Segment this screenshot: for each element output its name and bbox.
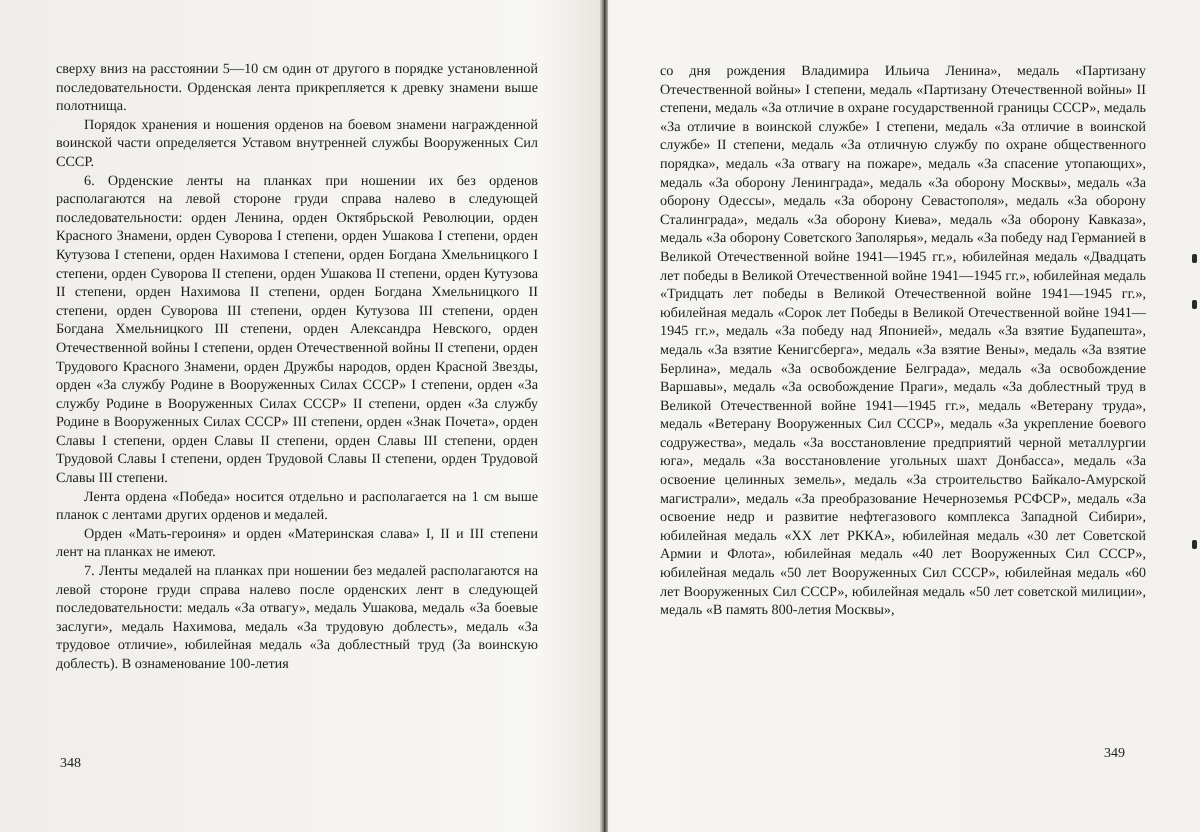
left-paragraph-3: 6. Орденские ленты на планках при ношении их без орденов располагаются на левой стороне груди справа налево в следующей последовательности: орден Ленина, орден Октябрьской Революции, орден Красного Знамени, орден Суворова I степени, орден Ушакова I степени, орден Кутузова I степени, орден Нахимова I степени, орден Богдана Хмельницкого I степени, орден Суворова II степени, орден Ушакова II степени, орден Кутузова II степени, орден Нахимова II степени, орден Богдана Хмельницкого II степени, орден Суворова III степени, орден Кутузова III степени, орден Богдана Хмельницкого III степени, орден Александра Невского, орден Отечественной войны I степени, орден Отечественной войны II степени, орден Трудового Красного Знамени, орден Дружбы народов, орден Красной Звезды, орден «За службу Родине в Вооруженных Силах СССР» I степени, орден «За службу Родине в Вооруженных Силах СССР» II степени, орден «За службу Родине в Вооруженных Силах СССР» III степени, орден «Знак Почета», орден Славы I степени, орден Славы II степени, орден Славы III степени, орден Трудовой Славы I степени, орден Трудовой Славы II степени, орден Трудовой Славы III степени. — [56, 172, 538, 487]
left-paragraph-1: сверху вниз на расстоянии 5—10 см один от другого в порядке установленной последовательности. Орденская лента прикрепляется к древку знамени выше полотнища. — [56, 61, 538, 115]
left-page — [56, 60, 538, 674]
left-paragraph-5: Орден «Мать-героиня» и орден «Материнская слава» I, II и III степени лент на планках не имеют. — [56, 525, 538, 561]
right-paragraph-1: со дня рождения Владимира Ильича Ленина», медаль «Партизану Отечественной войны» I степени, медаль «Партизану Отечественной войны» II степени, медаль «За отличие в охране государственной границы СССР», медаль «За отличие в воинской службе» I степени, медаль «За отличие в воинской службе» II степени, медаль «За отличную службу по охране общественного порядка», медаль «За отвагу на пожаре», медаль «За спасение утопающих», медаль «За оборону Ленинграда», медаль «За оборону Москвы», медаль «За оборону Одессы», медаль «За оборону Севастополя», медаль «За оборону Сталинграда», медаль «За оборону Киева», медаль «За оборону Кавказа», медаль «За оборону Советского Заполярья», медаль «За победу над Германией в Великой Отечественной войне 1941—1945 гг.», юбилейная медаль «Двадцать лет победы в Великой Отечественной войне 1941—1945 гг.», юбилейная медаль «Тридцать лет победы в Великой Отечественной войне 1941—1945 гг.», юбилейная медаль «Сорок лет Победы в Великой Отечественной войне 1941—1945 гг.», медаль «За победу над Японией», медаль «За взятие Будапешта», медаль «За взятие Кенигсберга», медаль «За взятие Вены», медаль «За взятие Берлина», медаль «За освобождение Белграда», медаль «За освобождение Варшавы», медаль «За освобождение Праги», медаль «За доблестный труд в Великой Отечественной войне 1941—1945 гг.», медаль «Ветерану труда», медаль «Ветерану Вооруженных Сил СССР», медаль «За укрепление боевого содружества», медаль «За восстановление предприятий черной металлургии юга», медаль «За восстановление угольных шахт Донбасса», медаль «За освоение целинных земель», медаль «За строительство Байкало-Амурской магистрали», медаль «За преобразование Нечерноземья РСФСР», медаль «За освоение недр и развитие нефтегазового комплекса Западной Сибири», юбилейная медаль «XX лет РККА», юбилейная медаль «30 лет Советской Армии и Флота», юбилейная медаль «40 лет Вооруженных Сил СССР», юбилейная медаль «50 лет Вооруженных Сил СССР», юбилейная медаль «60 лет Вооруженных Сил СССР», юбилейная медаль «50 лет советской милиции», медаль «В память 800-летия Москвы», — [660, 63, 1146, 619]
scan-edge-mark — [1192, 540, 1197, 549]
book-gutter — [600, 0, 608, 832]
scan-edge-mark — [1192, 300, 1197, 309]
right-page-number: 349 — [1104, 746, 1125, 761]
left-page-number: 348 — [60, 756, 81, 771]
left-paragraph-6: 7. Ленты медалей на планках при ношении без медалей располагаются на левой стороне груди справа налево после орденских лент в следующей последовательности: медаль «За отвагу», медаль Ушакова, медаль «За боевые заслуги», медаль Нахимова, медаль «За трудовую доблесть», медаль «За трудовое отличие», юбилейная медаль «За доблестный труд (За воинскую доблесть). В ознаменование 100-летия — [56, 563, 538, 672]
left-paragraph-4: Лента ордена «Победа» носится отдельно и располагается на 1 см выше планок с лентами других орденов и медалей. — [56, 488, 538, 524]
scan-edge-mark — [1192, 254, 1197, 263]
left-paragraph-2: Порядок хранения и ношения орденов на боевом знамени награжденной воинской части определяется Уставом внутренней службы Вооруженных Сил СССР. — [56, 116, 538, 170]
right-page — [660, 62, 1146, 620]
